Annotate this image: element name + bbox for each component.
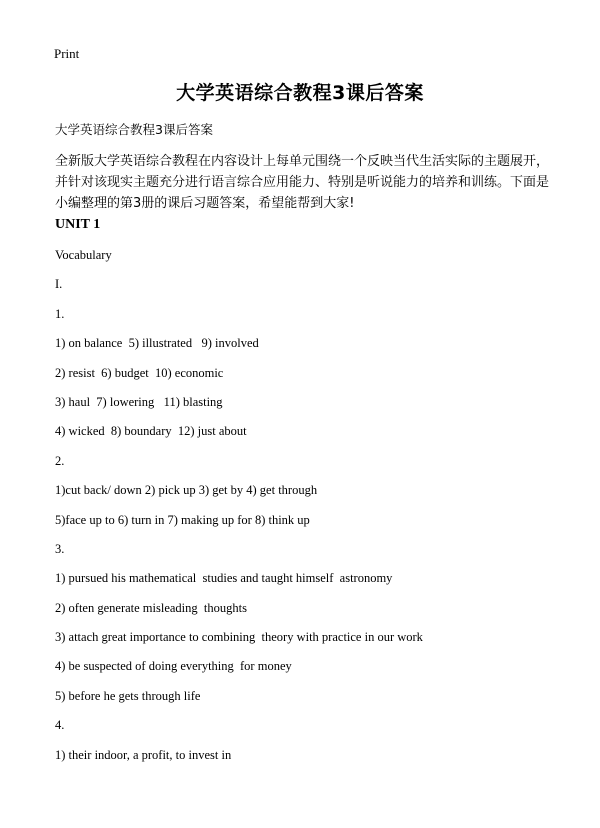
answer-line: 2) often generate misleading thoughts	[55, 600, 247, 615]
answer-line: 1) pursued his mathematical studies and taught himself astronomy	[55, 571, 393, 586]
answer-line: 3) haul 7) lowering 11) blasting	[55, 394, 223, 409]
unit-heading: UNIT 1	[55, 217, 101, 232]
page-subtitle: 大学英语综合教程3课后答案	[55, 122, 213, 137]
line-question-3: 3.	[55, 541, 65, 556]
answer-line: 4) be suspected of doing everything for money	[55, 659, 292, 674]
line-question-4: 4.	[55, 718, 65, 733]
answer-line: 2) resist 6) budget 10) economic	[55, 365, 224, 380]
intro-paragraph: 全新版大学英语综合教程在内容设计上每单元围绕一个反映当代生活实际的主题展开，并针对该现实主题充分进行语言综合应用能力、特别是听说能力的培养和训练。下面是小编整理的第3册的课后习题答案，希望能帮到大家!	[55, 154, 550, 211]
answer-line: 1) their indoor, a profit, to invest in	[55, 747, 232, 762]
line-vocabulary: Vocabulary	[55, 248, 112, 262]
answer-line: 1) on balance 5) illustrated 9) involved	[55, 336, 259, 351]
line-section-i: I.	[55, 277, 63, 292]
page-title: 大学英语综合教程3课后答案	[176, 82, 424, 104]
answer-lines	[55, 246, 423, 775]
answer-line: 5)face up to 6) turn in 7) making up for 8) think up	[55, 512, 310, 527]
line-question-1: 1.	[55, 306, 65, 321]
answer-line: 3) attach great importance to combining theory with practice in our work	[55, 630, 423, 645]
answer-line: 4) wicked 8) boundary 12) just about	[55, 424, 247, 439]
print-link[interactable]: Print	[54, 46, 80, 61]
answer-line: 5) before he gets through life	[55, 688, 201, 703]
answer-line: 1)cut back/ down 2) pick up 3) get by 4) get through	[55, 483, 318, 498]
line-question-2: 2.	[55, 453, 65, 468]
